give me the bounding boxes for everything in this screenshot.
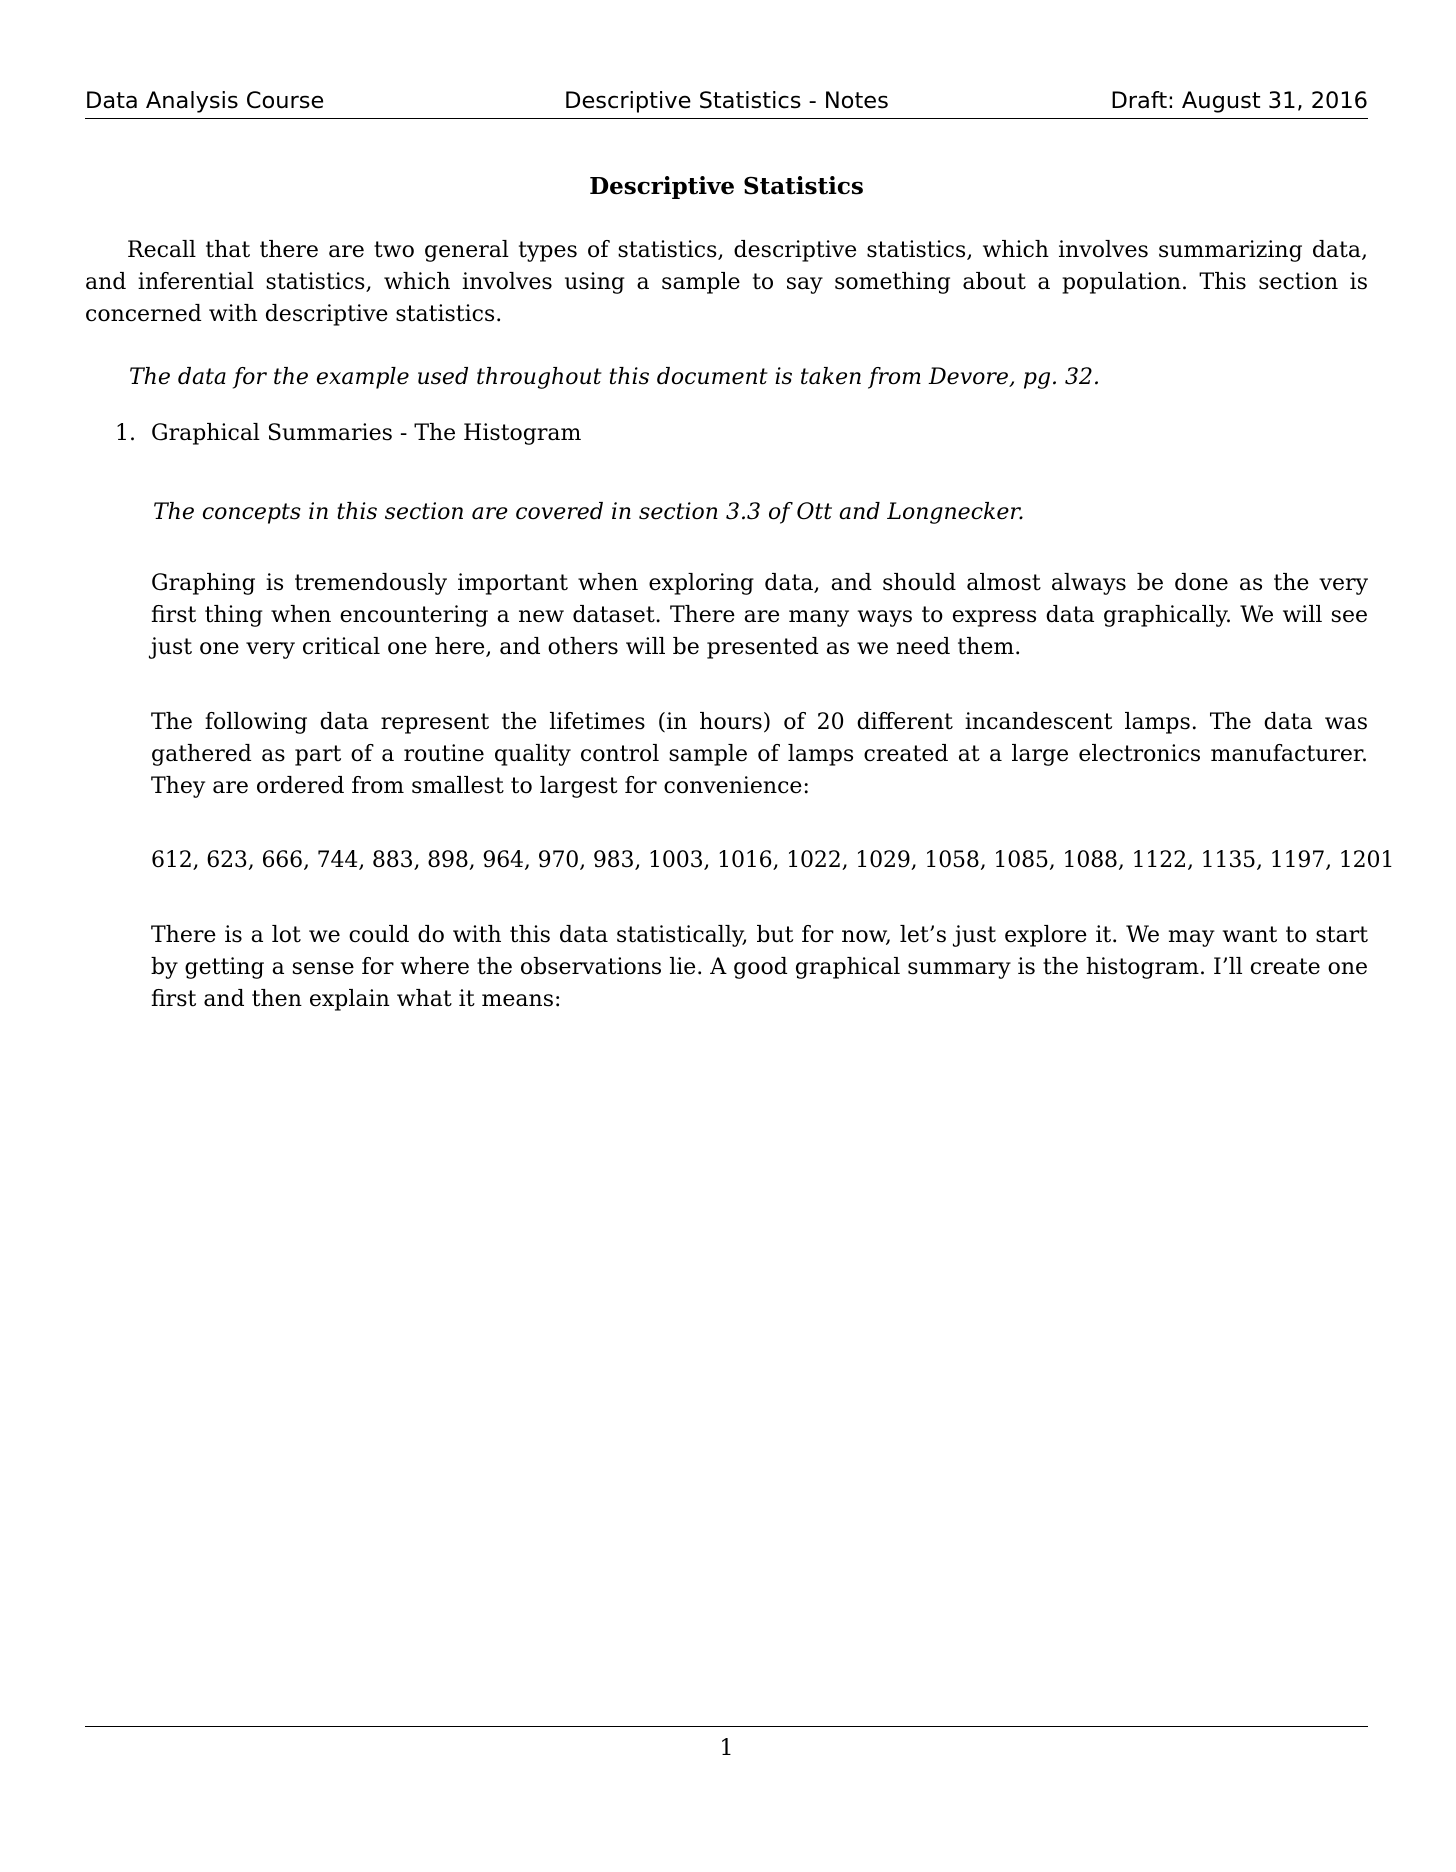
page-header [85, 86, 1368, 119]
section-coverage-note: The concepts in this section are covered in section 3.3 of Ott and Longnecker. [153, 500, 1025, 525]
section-number: 1. [115, 421, 136, 446]
intro-paragraph: Recall that there are two general types of statistics, descriptive statistics, which involves summarizing data, and inferential statistics, which involves using a sample to say something about a population. This section is concerned with descriptive statistics. [85, 238, 1368, 327]
page-number: 1 [719, 1736, 734, 1761]
graphing-paragraph: Graphing is tremendously important when exploring data, and should almost always be done as the very first thing when encountering a new dataset. There are many ways to express data graphically. We will see just one very critical one here, and others will be presented as we need them. [151, 571, 1368, 660]
document-title: Descriptive Statistics [589, 173, 864, 200]
header-document-title: Descriptive Statistics - Notes [564, 88, 889, 114]
footer-rule [85, 1726, 1368, 1727]
data-description-paragraph: The following data represent the lifetimes (in hours) of 20 different incandescent lamps. The data was gathered as part of a routine quality control sample of lamps created at a large electronics manufacturer. They are ordered from smallest to largest for convenience: [151, 710, 1368, 799]
histogram-intro-paragraph: There is a lot we could do with this data statistically, but for now, let’s just explore it. We may want to start by getting a sense for where the observations lie. A good graphical summary is the histogram. I’ll create one first and then explain what it means: [151, 923, 1369, 1012]
section-heading [115, 421, 581, 446]
header-course-name: Data Analysis Course [85, 88, 325, 114]
source-note: The data for the example used throughout this document is taken from Devore, pg. 32. [129, 365, 1101, 390]
header-draft-date: Draft: August 31, 2016 [1110, 88, 1368, 114]
section-heading-text: Graphical Summaries - The Histogram [151, 421, 582, 446]
lamp-lifetimes-data: 612, 623, 666, 744, 883, 898, 964, 970, 983, 1003, 1016, 1022, 1029, 1058, 1085, 1088, 1122, 1135, 1197, 1201 [151, 848, 1395, 873]
